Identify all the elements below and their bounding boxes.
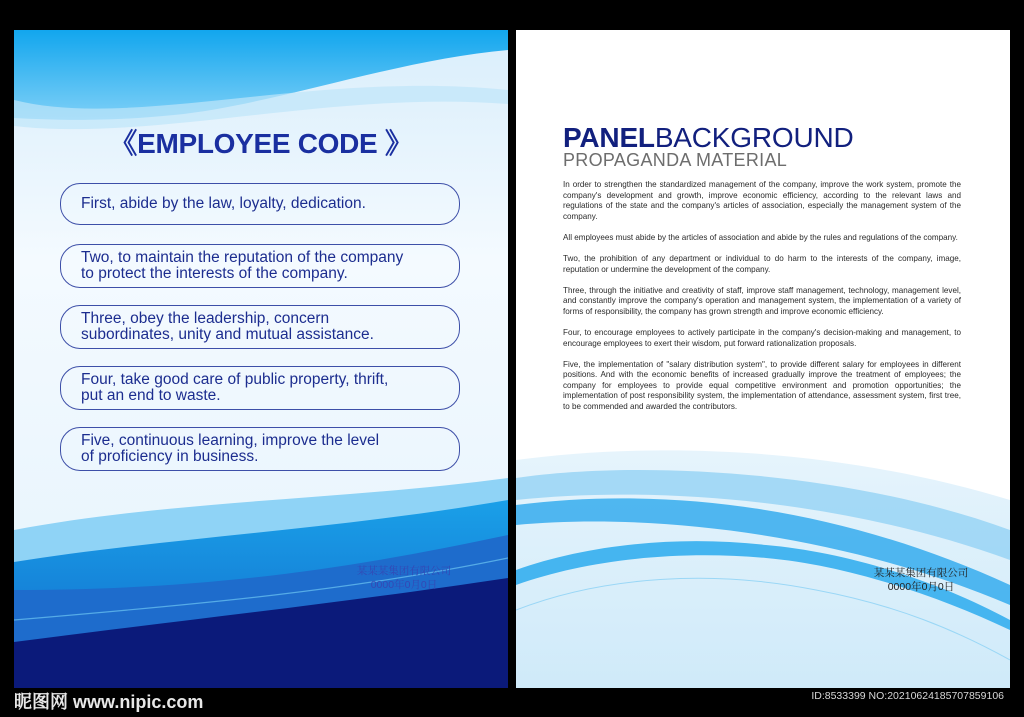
right-panel (516, 30, 1010, 688)
code-item-box (60, 183, 460, 225)
body-text (563, 180, 961, 423)
title-bold-part: PANEL (563, 122, 655, 153)
right-company-block (861, 566, 981, 594)
title-regular-part: BACKGROUND (654, 122, 854, 153)
code-item-text: First, abide by the law, loyalty, dedication. (81, 195, 366, 212)
body-paragraph: In order to strengthen the standardized management of the company, improve the work system, promote the company's development and growth, improve economic efficiency, according to the relevant laws and regulations of the state and the company's articles of association, especially the management system of the company. (563, 180, 961, 221)
body-paragraph: All employees must abide by the articles of association and abide by the rules and regulations of the company. (563, 232, 958, 242)
code-item-box (60, 427, 460, 471)
code-item-text: Two, to maintain the reputation of the company (81, 249, 404, 266)
company-name: 某某某集团有限公司 (873, 567, 969, 579)
employee-code-title: 《EMPLOYEE CODE 》 (109, 128, 413, 159)
code-item-box (60, 366, 460, 410)
body-paragraph: Five, the implementation of "salary distribution system", to provide different salary for employees in different positions. And with the economic benefits of increased gradually improve the treatment of employees; the company for employees to provide equal competitive environment and promotion opportunities; the implementation of post responsibility system, the implementation of attendance, assessment system, first tree, to be commended and awarded the contributors. (563, 359, 961, 411)
left-panel (14, 30, 508, 688)
code-item-text: to protect the interests of the company. (81, 265, 348, 282)
body-paragraph: Two, the prohibition of any department or individual to do harm to the interests of the company, image, reputation or undermine the development of the company. (563, 253, 961, 274)
code-item-text: Four, take good care of public property, thrift, (81, 371, 389, 388)
company-date: 0000年0月0日 (887, 581, 955, 593)
body-paragraph: Three, through the initiative and creativity of staff, improve staff management, technology, management level, and constantly improve the company's operation and management system, the implementation of a variety of forms of responsibility, the company has grown strength and improve economic efficiency. (563, 285, 961, 316)
code-item-text: put an end to waste. (81, 387, 221, 404)
code-item-text: Three, obey the leadership, concern (81, 310, 330, 327)
propaganda-subtitle: PROPAGANDA MATERIAL (563, 150, 788, 170)
company-name: 某某某集团有限公司 (356, 565, 452, 577)
company-date: 0000年0月0日 (370, 579, 438, 591)
left-company-block (344, 564, 464, 592)
body-paragraph: Four, to encourage employees to actively participate in the company's decision-making and management, to encourage employees to exert their wisdom, put forward rationalization proposals. (563, 327, 961, 348)
code-item-text: of proficiency in business. (81, 448, 259, 465)
code-item-box (60, 244, 460, 288)
code-item-box (60, 305, 460, 349)
code-item-text: subordinates, unity and mutual assistance. (81, 326, 374, 343)
site-watermark: 昵图网 www.nipic.com (14, 692, 204, 712)
code-item-text: Five, continuous learning, improve the level (81, 432, 380, 449)
image-id-watermark: ID:8533399 NO:20210624185707859106 (811, 690, 1004, 702)
